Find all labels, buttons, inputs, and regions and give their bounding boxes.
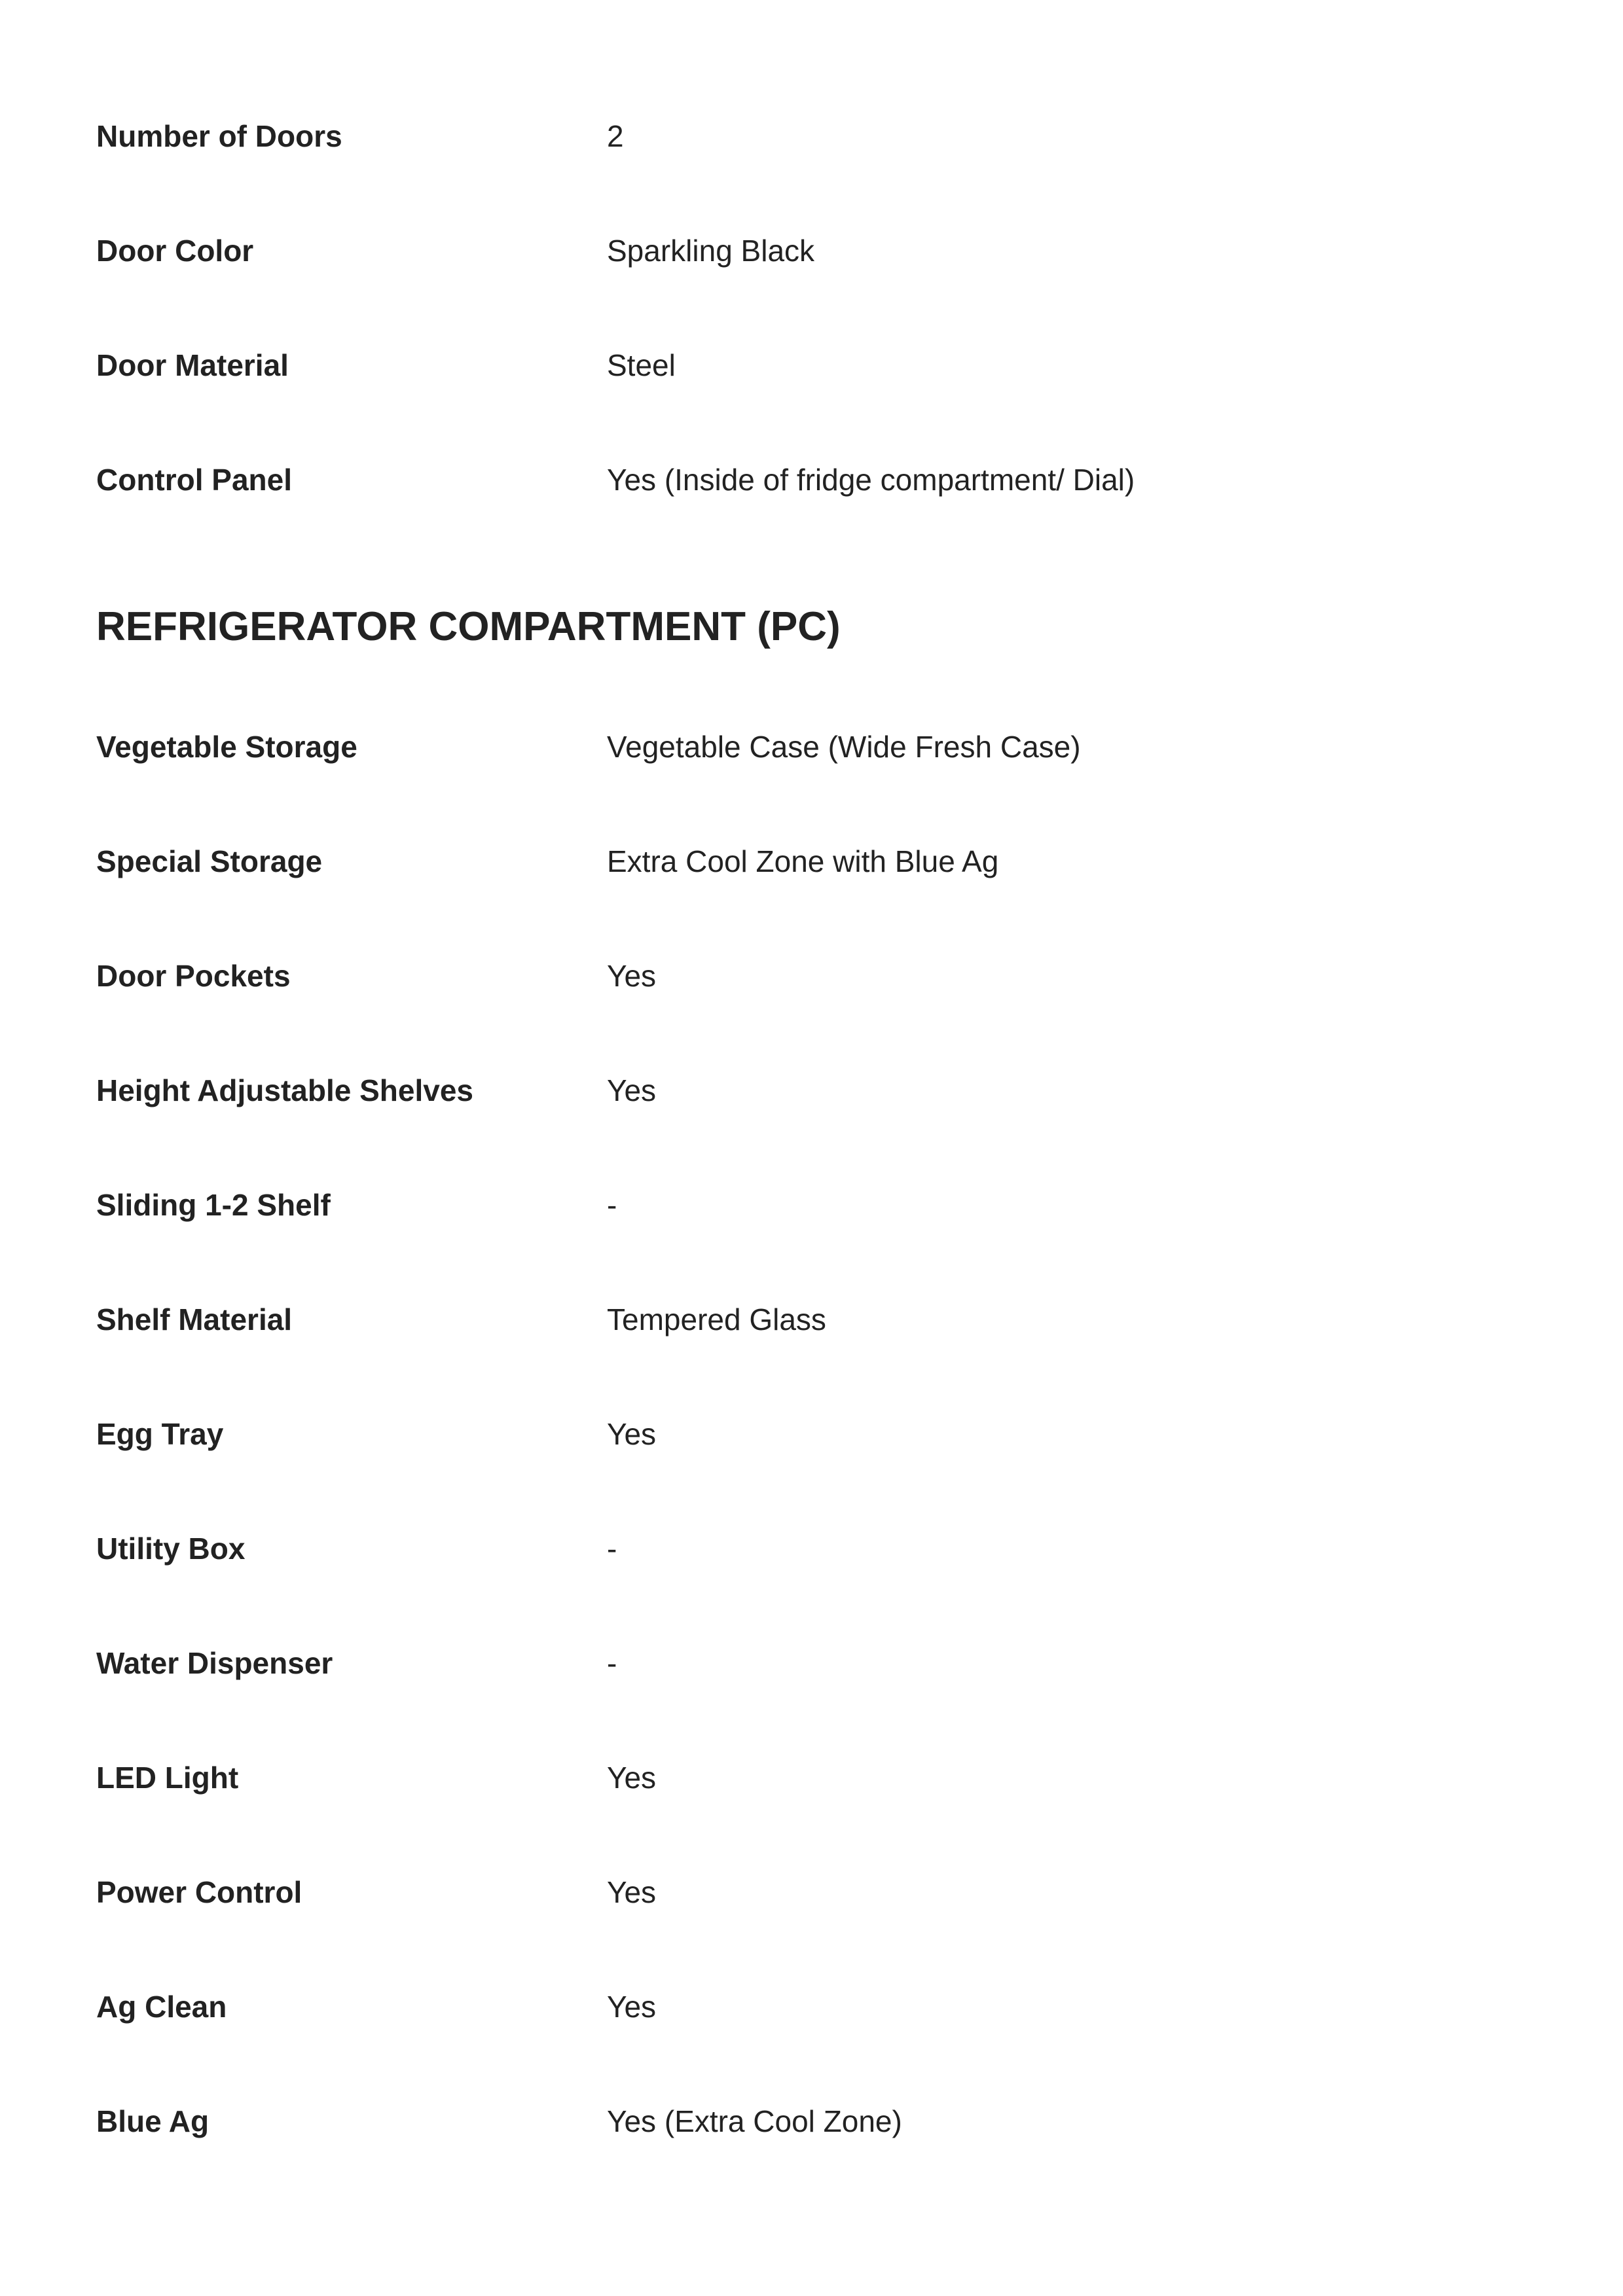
spec-label: Sliding 1-2 Shelf — [96, 1188, 331, 1222]
spec-row-power-control — [96, 1866, 1537, 1918]
spec-label: Door Pockets — [96, 959, 291, 993]
spec-row-sliding-shelf — [96, 1179, 1537, 1231]
spec-label: Number of Doors — [96, 119, 342, 153]
spec-label: Power Control — [96, 1875, 302, 1909]
spec-row-utility-box — [96, 1522, 1537, 1575]
spec-value: Yes — [607, 1990, 657, 2024]
spec-label: Door Material — [96, 348, 289, 382]
spec-row-height-adjustable-shelves — [96, 1064, 1537, 1117]
spec-row-control-panel — [96, 454, 1537, 506]
spec-row-vegetable-storage — [96, 721, 1537, 773]
spec-value: Yes — [607, 1761, 657, 1795]
spec-row-ag-clean — [96, 1981, 1537, 2033]
spec-row-number-of-doors — [96, 110, 1537, 162]
spec-value: - — [607, 1532, 617, 1566]
spec-label: Height Adjustable Shelves — [96, 1073, 473, 1107]
spec-value: Yes (Inside of fridge compartment/ Dial) — [607, 463, 1135, 497]
spec-value: Yes — [607, 959, 657, 993]
spec-value: Vegetable Case (Wide Fresh Case) — [607, 730, 1081, 764]
spec-label: Door Color — [96, 234, 254, 268]
spec-row-special-storage — [96, 835, 1537, 888]
spec-value: Tempered Glass — [607, 1302, 826, 1336]
spec-label: LED Light — [96, 1761, 239, 1795]
spec-row-blue-ag — [96, 2095, 1537, 2147]
section-heading: REFRIGERATOR COMPARTMENT (PC) — [96, 603, 841, 649]
spec-value: 2 — [607, 119, 624, 153]
spec-row-door-material — [96, 339, 1537, 391]
spec-label: Ag Clean — [96, 1990, 227, 2024]
spec-label: Egg Tray — [96, 1417, 224, 1451]
spec-row-led-light — [96, 1751, 1537, 1804]
spec-value: Extra Cool Zone with Blue Ag — [607, 844, 999, 878]
spec-row-door-pockets — [96, 950, 1537, 1002]
spec-label: Blue Ag — [96, 2104, 210, 2138]
spec-value: - — [607, 1646, 617, 1680]
spec-value: Yes — [607, 1073, 657, 1107]
spec-row-door-color — [96, 224, 1537, 277]
spec-label: Vegetable Storage — [96, 730, 357, 764]
spec-value: Steel — [607, 348, 676, 382]
spec-label: Special Storage — [96, 844, 323, 878]
spec-value: Yes — [607, 1417, 657, 1451]
spec-value: - — [607, 1188, 617, 1222]
spec-label: Utility Box — [96, 1532, 246, 1566]
spec-row-shelf-material — [96, 1293, 1537, 1346]
spec-value: Yes (Extra Cool Zone) — [607, 2104, 902, 2138]
spec-value: Yes — [607, 1875, 657, 1909]
spec-label: Control Panel — [96, 463, 293, 497]
spec-label: Water Dispenser — [96, 1646, 333, 1680]
spec-value: Sparkling Black — [607, 234, 815, 268]
spec-label: Shelf Material — [96, 1302, 293, 1336]
spec-row-water-dispenser — [96, 1637, 1537, 1689]
spec-row-egg-tray — [96, 1408, 1537, 1460]
